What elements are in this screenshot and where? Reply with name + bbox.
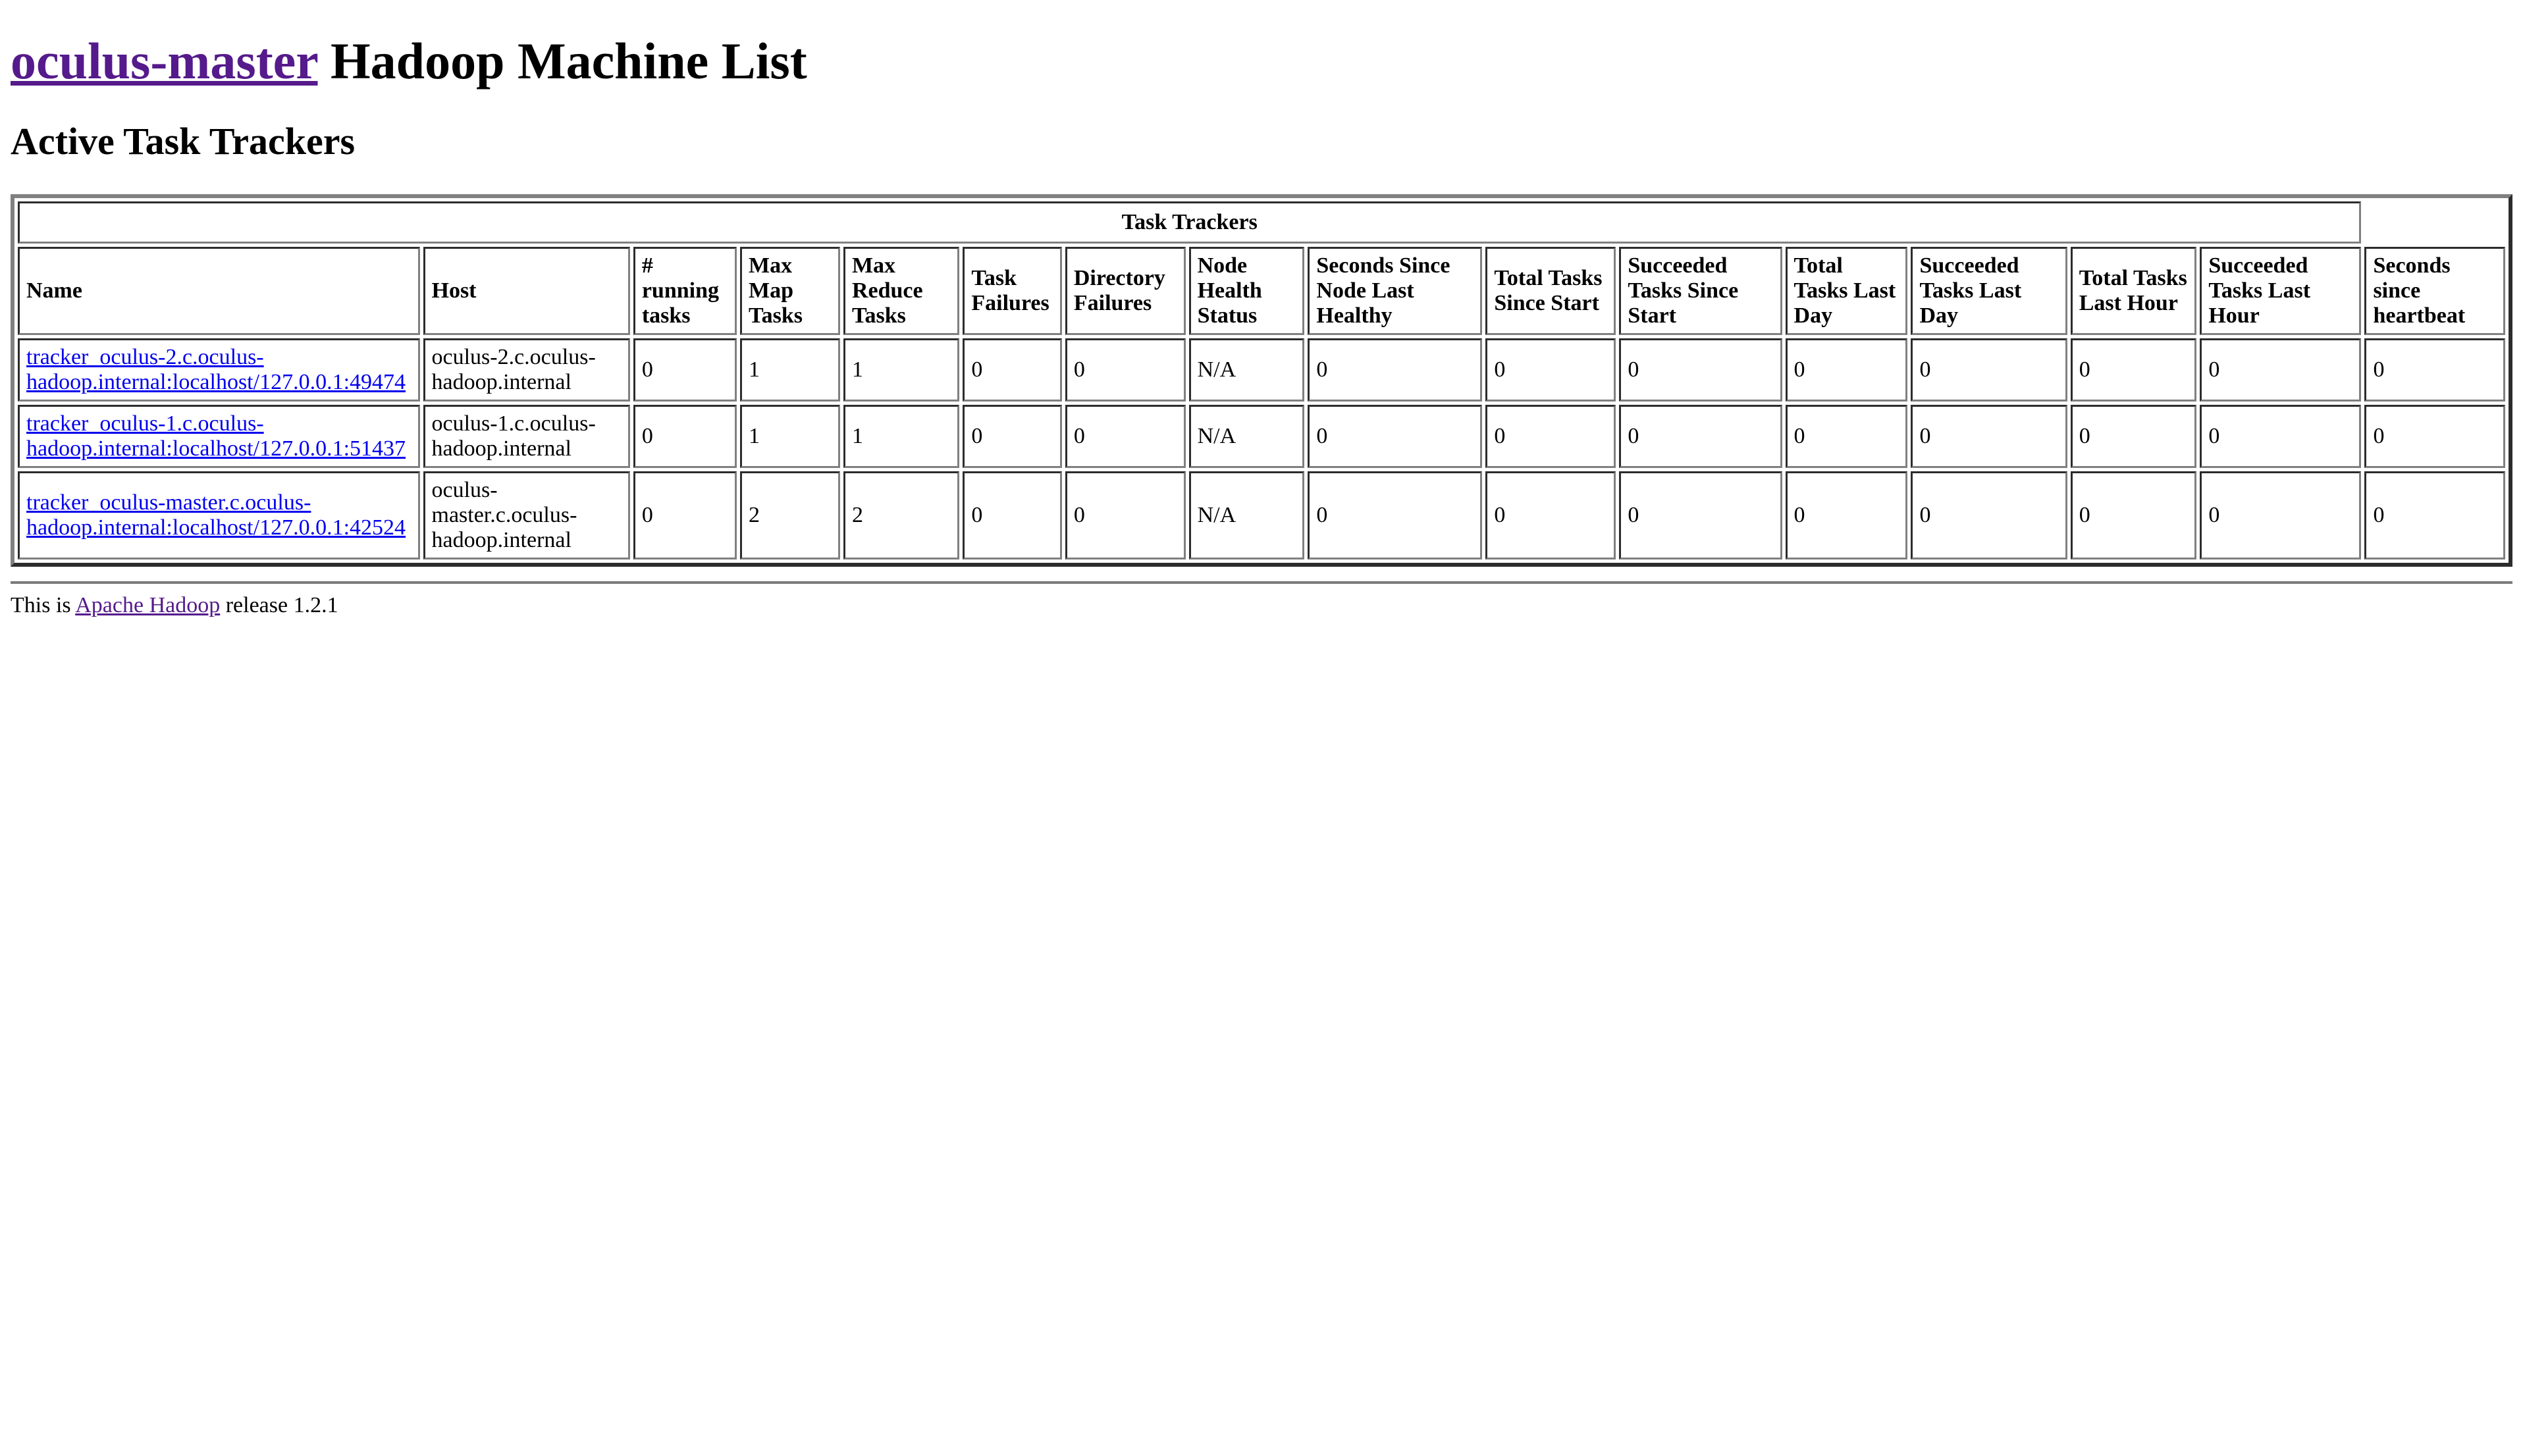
table-cell: 0: [633, 405, 737, 468]
table-cell: 0: [963, 338, 1061, 402]
column-header: Host: [423, 247, 630, 335]
table-body: [18, 338, 2505, 559]
column-header: # running tasks: [633, 247, 737, 335]
table-cell: 0: [2071, 405, 2197, 468]
table-cell: 0: [2364, 471, 2505, 559]
section-title: Active Task Trackers: [11, 119, 356, 163]
column-header: Max Map Tasks: [740, 247, 840, 335]
tracker-name-cell: [18, 338, 420, 402]
table-cell: 0: [963, 405, 1061, 468]
table-cell: 1: [740, 405, 840, 468]
table-cell: 0: [2200, 338, 2361, 402]
table-cell: 1: [843, 338, 959, 402]
table-cell: 0: [633, 471, 737, 559]
footer-suffix: release 1.2.1: [220, 593, 338, 618]
table-cell: 0: [2071, 338, 2197, 402]
tracker-link[interactable]: tracker_oculus-master.c.oculus-hadoop.internal:localhost/127.0.0.1:42524: [26, 490, 406, 540]
footer: [11, 593, 2512, 618]
table-row: [18, 405, 2505, 468]
table-cell: 0: [1911, 338, 2067, 402]
table-cell: 0: [2364, 405, 2505, 468]
table-cell: 0: [1308, 338, 1482, 402]
column-header: Directory Failures: [1065, 247, 1186, 335]
header-row: [18, 247, 2505, 335]
table-cell: 2: [740, 471, 840, 559]
table-cell: 0: [1485, 338, 1616, 402]
tracker-name-cell: [18, 471, 420, 559]
table-cell: 0: [2364, 338, 2505, 402]
column-header: Total Tasks Last Hour: [2071, 247, 2197, 335]
column-header: Succeeded Tasks Last Day: [1911, 247, 2067, 335]
page-title: [11, 30, 2512, 92]
table-cell: 0: [1619, 471, 1782, 559]
table-cell: 1: [740, 338, 840, 402]
column-header: Max Reduce Tasks: [843, 247, 959, 335]
table-cell: N/A: [1189, 405, 1305, 468]
empty-corner: [2364, 201, 2505, 244]
table-row: [18, 471, 2505, 559]
table-cell: 0: [2200, 405, 2361, 468]
table-row: [18, 338, 2505, 402]
table-cell: 0: [1786, 471, 1908, 559]
table-cell: oculus-1.c.oculus-hadoop.internal: [423, 405, 630, 468]
footer-prefix: This is: [11, 593, 76, 618]
tracker-name-cell: [18, 405, 420, 468]
table-cell: 2: [843, 471, 959, 559]
table-cell: 0: [1065, 405, 1186, 468]
tracker-link[interactable]: tracker_oculus-2.c.oculus-hadoop.internal:localhost/127.0.0.1:49474: [26, 345, 406, 395]
table-cell: 0: [1619, 405, 1782, 468]
column-header: Task Failures: [963, 247, 1061, 335]
table-caption: Task Trackers: [18, 201, 2361, 244]
table-cell: 0: [1786, 338, 1908, 402]
table-cell: 0: [1065, 471, 1186, 559]
table-cell: 0: [1485, 405, 1616, 468]
column-header: Name: [18, 247, 420, 335]
table-cell: 0: [963, 471, 1061, 559]
table-cell: 0: [1619, 338, 1782, 402]
table-cell: 0: [1911, 471, 2067, 559]
column-header: Node Health Status: [1189, 247, 1305, 335]
apache-hadoop-link[interactable]: Apache Hadoop: [75, 593, 221, 618]
task-trackers-table: [11, 194, 2512, 567]
table-cell: 0: [633, 338, 737, 402]
master-host-link[interactable]: oculus-master: [11, 32, 318, 90]
table-cell: 0: [1308, 471, 1482, 559]
table-cell: 0: [1485, 471, 1616, 559]
table-cell: oculus-master.c.oculus-hadoop.internal: [423, 471, 630, 559]
table-cell: 0: [2071, 471, 2197, 559]
column-header: Seconds since heartbeat: [2364, 247, 2505, 335]
table-cell: 0: [1786, 405, 1908, 468]
table-cell: 0: [1065, 338, 1186, 402]
caption-row: [18, 201, 2505, 244]
table-cell: 0: [2200, 471, 2361, 559]
table-cell: 1: [843, 405, 959, 468]
table-cell: N/A: [1189, 471, 1305, 559]
page: [0, 0, 2523, 618]
column-header: Succeeded Tasks Since Start: [1619, 247, 1782, 335]
tracker-link[interactable]: tracker_oculus-1.c.oculus-hadoop.internal:localhost/127.0.0.1:51437: [26, 411, 406, 461]
column-header: Seconds Since Node Last Healthy: [1308, 247, 1482, 335]
table-cell: 0: [1911, 405, 2067, 468]
column-header: Total Tasks Since Start: [1485, 247, 1616, 335]
table-cell: 0: [1308, 405, 1482, 468]
table-cell: N/A: [1189, 338, 1305, 402]
column-header: Succeeded Tasks Last Hour: [2200, 247, 2361, 335]
divider: [11, 581, 2512, 584]
table-cell: oculus-2.c.oculus-hadoop.internal: [423, 338, 630, 402]
page-title-text: Hadoop Machine List: [317, 32, 807, 90]
column-header: Total Tasks Last Day: [1786, 247, 1908, 335]
